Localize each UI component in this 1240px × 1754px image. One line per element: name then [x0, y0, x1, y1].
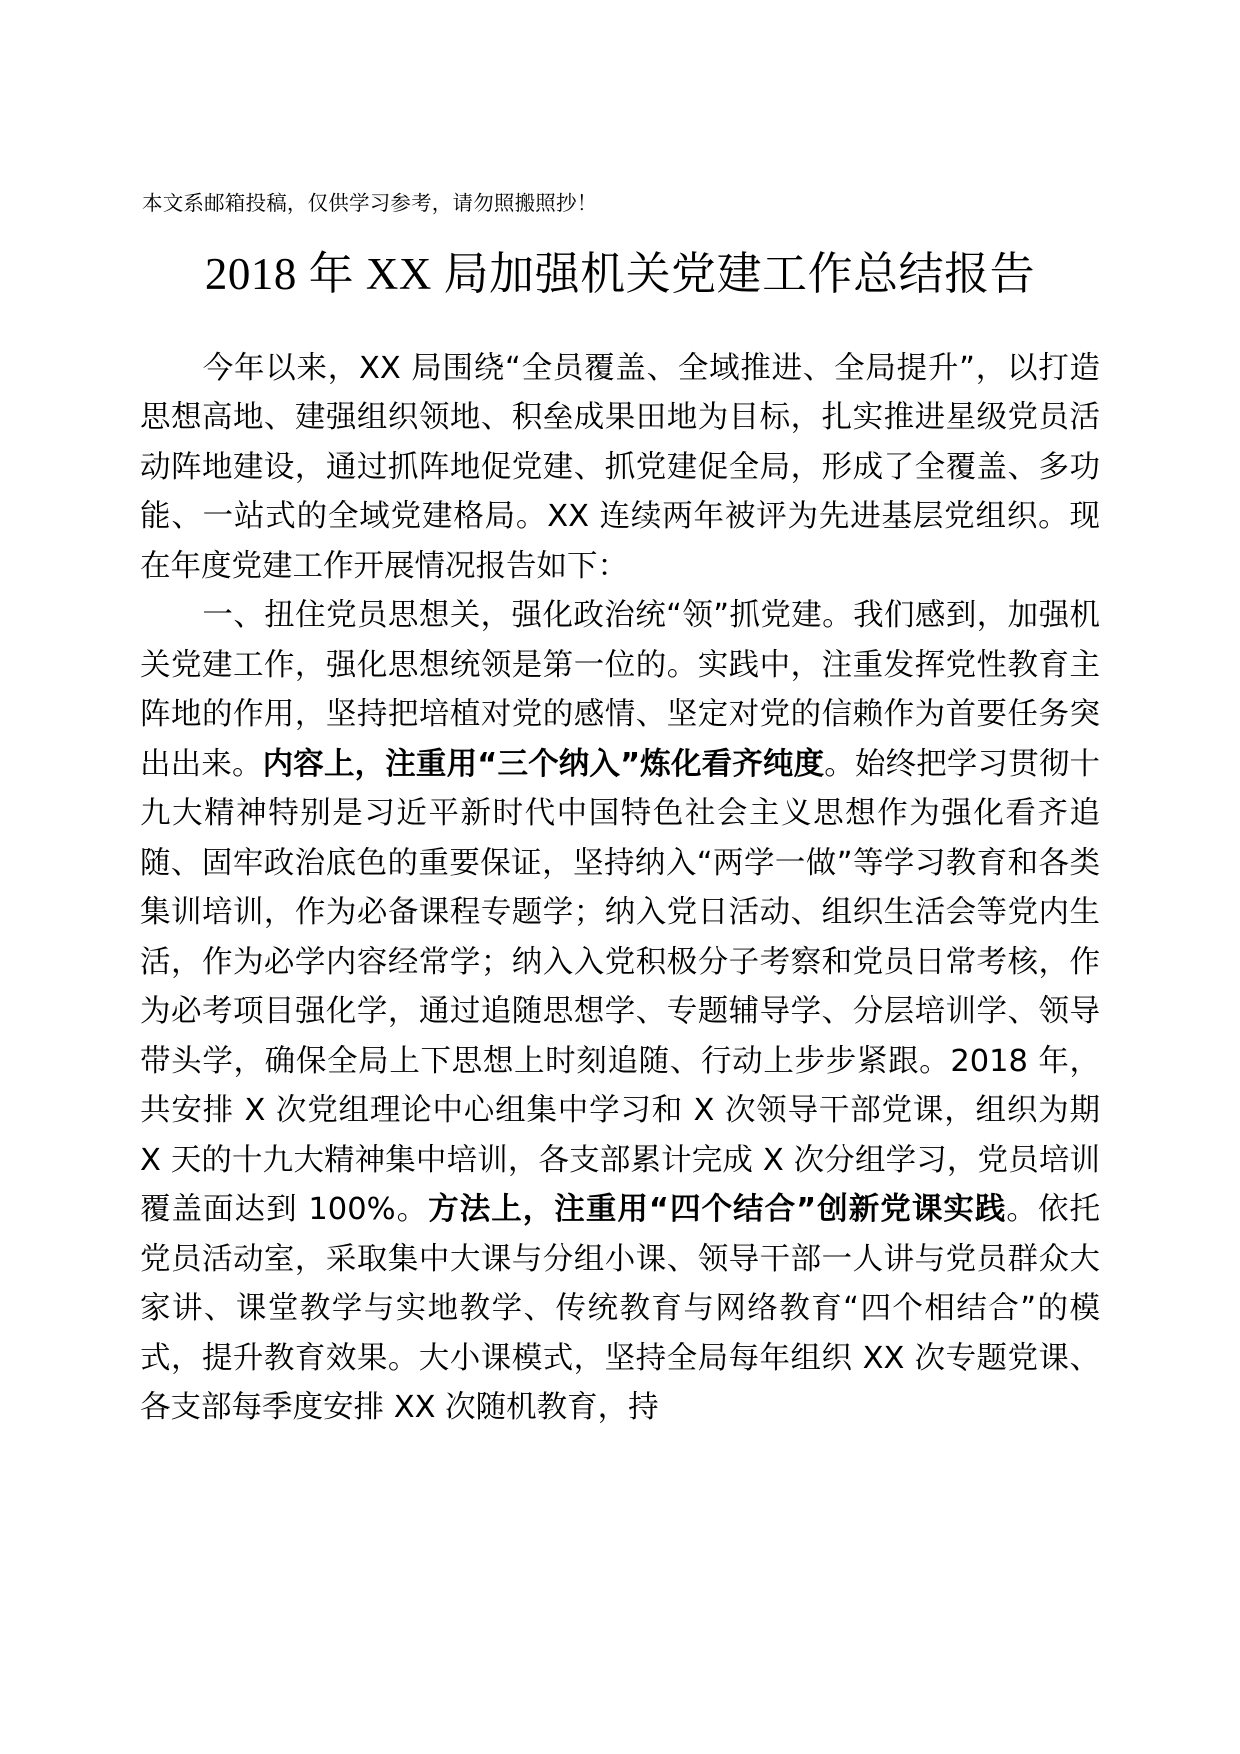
paragraph-2: [140, 591, 1100, 1433]
emphasis-run: 方法上，注重用“四个结合”创新党课实践: [428, 1192, 1007, 1228]
text-run: 一、扭住党员思想关，强化政治统“领”抓党建。我们感到，加强机关党建工作，强化思想统领是第一位的。实践中，注重发挥党性教育主阵地的作用，坚持把培植对党的感情、坚定对党的信赖作为首要任务突出出来。: [140, 598, 1100, 782]
text-run: 。依托党员活动室，采取集中大课与分组小课、领导干部一人讲与党员群众大家讲、课堂教学与实地教学、传统教育与网络教育“四个相结合”的模式，提升教育效果。大小课模式，坚持全局每年组织 XX 次专题党课、各支部每季度安排 XX 次随机教育，持: [140, 1192, 1100, 1426]
submission-notice: 本文系邮箱投稿，仅供学习参考，请勿照搬照抄！: [142, 191, 598, 215]
emphasis-run: 内容上，注重用“三个纳入”炼化看齐纯度: [262, 746, 825, 782]
text-run: 今年以来，XX 局围绕“全员覆盖、全域推进、全局提升”，以打造思想高地、建强组织领地、积垒成果田地为目标，扎实推进星级党员活动阵地建设，通过抓阵地促党建、抓党建促全局，形成了全覆盖、多功能、一站式的全域党建格局。XX 连续两年被评为先进基层党组织。现在年度党建工作开展情况报告如下：: [140, 350, 1100, 584]
document-title: 2018 年 XX 局加强机关党建工作总结报告: [204, 248, 1036, 299]
document-body: [140, 344, 1100, 1433]
text-run: 。始终把学习贯彻十九大精神特别是习近平新时代中国特色社会主义思想作为强化看齐追随、固牢政治底色的重要保证，坚持纳入“两学一做”等学习教育和各类集训培训，作为必备课程专题学；纳入党日活动、组织生活会等党内生活，作为必学内容经常学；纳入入党积极分子考察和党员日常考核，作为必考项目强化学，通过追随思想学、专题辅导学、分层培训学、领导带头学，确保全局上下思想上时刻追随、行动上步步紧跟。2018 年，共安排 X 次党组理论中心组集中学习和 X 次领导干部党课，组织为期 X 天的十九大精神集中培训，各支部累计完成 X 次分组学习，党员培训覆盖面达到 100%。: [140, 746, 1101, 1228]
paragraph-1: [140, 344, 1100, 592]
